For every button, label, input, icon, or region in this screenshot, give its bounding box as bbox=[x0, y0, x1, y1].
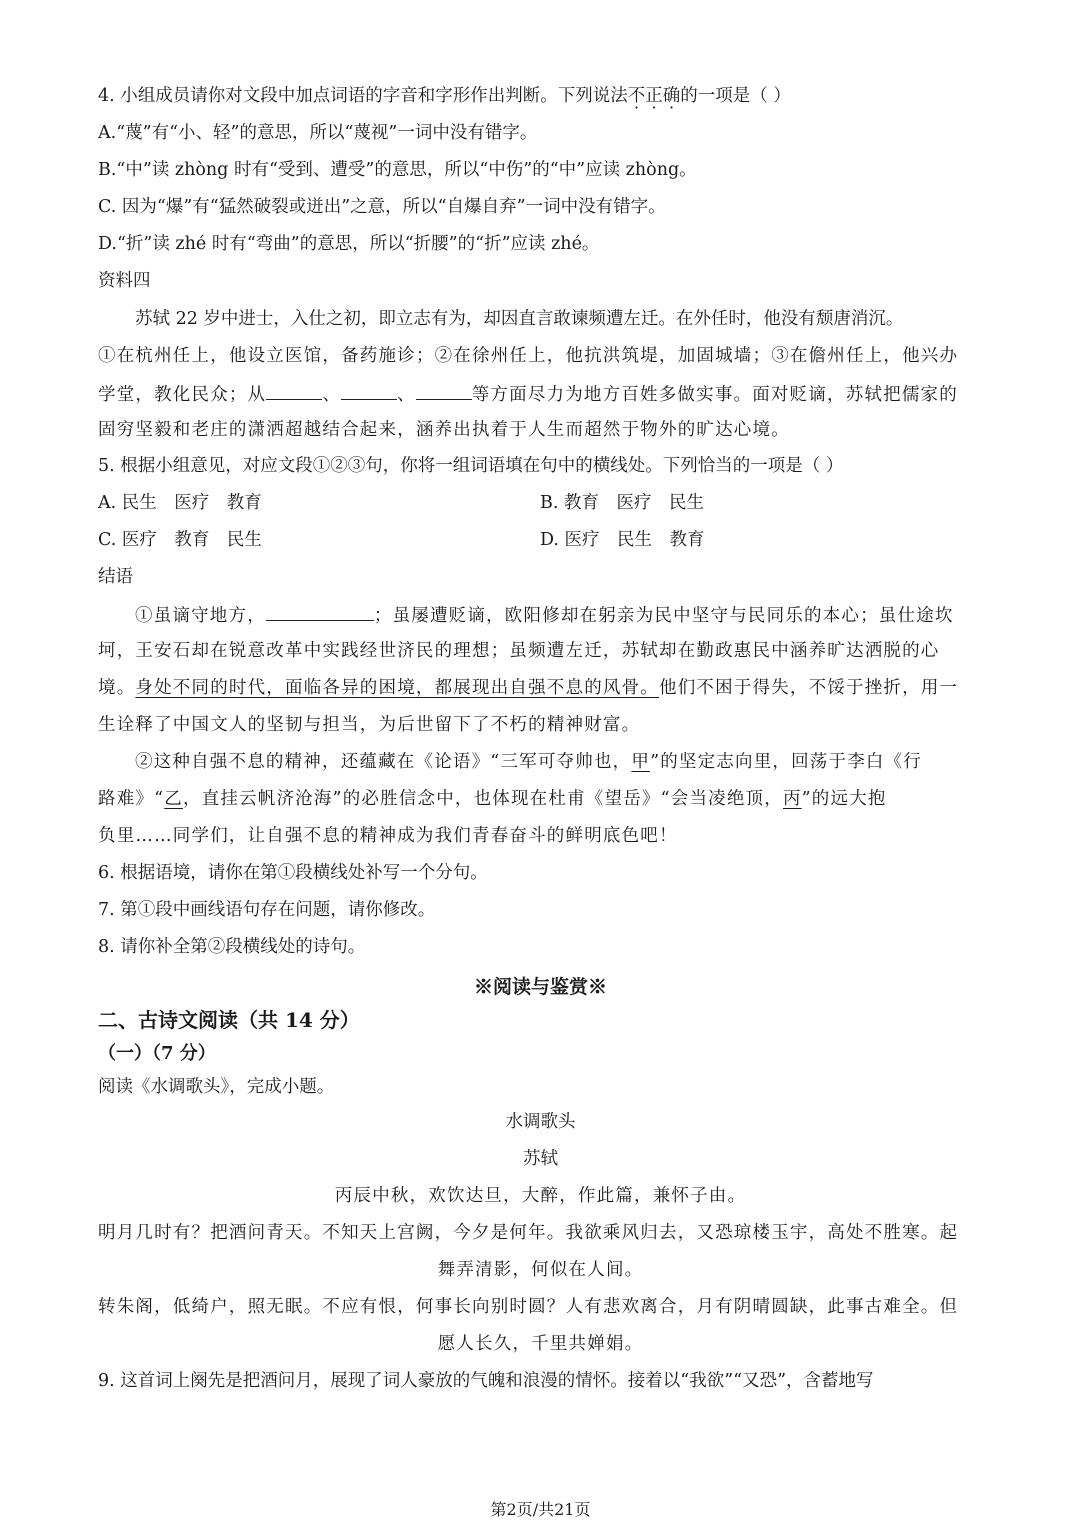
conclusion-p2-line1-end: ”的坚定志向里，回荡于李白《行 bbox=[650, 752, 923, 772]
conclusion-p2-line3: 负里……同学们，让自强不息的精神成为我们青春奋斗的鲜明底色吧！ bbox=[98, 826, 678, 846]
material4-line3 bbox=[98, 381, 983, 407]
conclusion-p1-line1 bbox=[135, 602, 983, 628]
q4-stem bbox=[98, 84, 983, 108]
q9: 9. 这首词上阕先是把酒问月，展现了词人豪放的气魄和浪漫的情怀。接着以“我欲”“又恐”，含蓄地写 bbox=[98, 1371, 874, 1391]
conclusion-p2-line2 bbox=[98, 787, 983, 811]
q4-option-a: A.“蔑”有“小、轻”的意思，所以“蔑视”一词中没有错字。 bbox=[98, 123, 538, 143]
conclusion-p1-rest: ；虽屡遭贬谪，欧阳修却在躬亲为民中坚守与民同乐的本心；虽仕途坎 bbox=[373, 606, 954, 626]
q5-option-a: A. 民生 医疗 教育 bbox=[98, 493, 262, 513]
q4-option-b: B.“中”读 zhòng 时有“受到、遭受”的意思，所以“中伤”的“中”应读 zhòng。 bbox=[98, 160, 697, 180]
page-number: 第2页/共21页 bbox=[490, 1500, 591, 1519]
fill-blank bbox=[416, 381, 472, 400]
part2-subheading: （一）（7 分） bbox=[98, 1043, 216, 1064]
underlined-sentence: 身处不同的时代，面临各异的困境，都展现出自强不息的风骨。 bbox=[135, 678, 660, 698]
poem-stanza1-line2: 舞弄清影，何似在人间。 bbox=[437, 1260, 644, 1280]
conclusion-p1-line4: 生诠释了中国文人的坚韧与担当，为后世留下了不朽的精神财富。 bbox=[98, 715, 641, 735]
material4-line2: ①在杭州任上，他设立医馆，备药施诊；②在徐州任上，他抗洪筑堤，加固城墙；③在儋州任上，他兴办 bbox=[98, 346, 959, 366]
conclusion-title: 结语 bbox=[98, 567, 133, 587]
q4-option-d: D.“折”读 zhé 时有“弯曲”的意思，所以“折腰”的“折”应读 zhé。 bbox=[98, 234, 600, 254]
poem-stanza2-line1: 转朱阁，低绮户，照无眠。不应有恨，何事长向别时圆？人有悲欢离合，月有阴晴圆缺，此事古难全。但 bbox=[98, 1297, 959, 1317]
poem-preface: 丙辰中秋，欢饮达旦，大醉，作此篇，兼怀子由。 bbox=[334, 1186, 747, 1206]
dotted-char: 不 bbox=[627, 86, 646, 106]
conclusion-p1-line3-start: 境。 bbox=[98, 678, 136, 698]
poem-author: 苏轼 bbox=[523, 1149, 558, 1169]
q5-option-b: B. 教育 医疗 民生 bbox=[540, 493, 704, 513]
conclusion-p1-line2: 坷，王安石却在锐意改革中实践经世济民的理想；虽频遭左迁，苏轼却在勤政惠民中涵养旷达洒脱的心 bbox=[98, 641, 940, 661]
conclusion-p2-line2-end: ”的远大抱 bbox=[801, 789, 887, 809]
q4-option-c: C. 因为“爆”有“猛然破裂或迸出”之意，所以“自爆自弃”一词中没有错字。 bbox=[98, 197, 666, 217]
conclusion-p1-line3-end: 他们不困于得失，不馁于挫折，用一 bbox=[659, 678, 959, 698]
q5-stem: 5. 根据小组意见，对应文段①②③句，你将一组词语填在句中的横线处。下列恰当的一项是（ ） bbox=[98, 456, 844, 476]
blank-bing: 丙 bbox=[782, 789, 802, 809]
material4-line3-start: 学堂，教化民众；从 bbox=[98, 385, 267, 405]
poem-stanza1-line1: 明月几时有？把酒问青天。不知天上宫阙，今夕是何年。我欲乘风归去，又恐琼楼玉宇，高处不胜寒。起 bbox=[98, 1223, 959, 1243]
material4-line3-end: 等方面尽力为地方百姓多做实事。面对贬谪，苏轼把儒家的 bbox=[471, 385, 958, 405]
poem-stanza2-line2: 愿人长久，千里共婵娟。 bbox=[437, 1334, 644, 1354]
part2-heading: 二、古诗文阅读（共 14 分） bbox=[98, 1008, 360, 1032]
conclusion-p1-start: ①虽谪守地方， bbox=[135, 606, 266, 626]
q5-option-c: C. 医疗 教育 民生 bbox=[98, 530, 262, 550]
q6: 6. 根据语境，请你在第①段横线处补写一个分句。 bbox=[98, 863, 488, 883]
blank-yi: 乙 bbox=[164, 789, 183, 809]
material4-line4: 固穷坚毅和老庄的潇洒超越结合起来，涵养出执着于人生而超然于物外的旷达心境。 bbox=[98, 420, 790, 440]
separator: 、 bbox=[397, 385, 416, 405]
part2-instruction: 阅读《水调歌头》，完成小题。 bbox=[98, 1077, 335, 1097]
q7: 7. 第①段中画线语句存在问题，请你修改。 bbox=[98, 900, 436, 920]
q5-option-d: D. 医疗 民生 教育 bbox=[540, 530, 705, 550]
conclusion-p2-line2-mid: ，直挂云帆济沧海”的必胜信念中，也体现在杜甫《望岳》“会当凌绝顶， bbox=[182, 789, 783, 809]
material4-title: 资料四 bbox=[98, 271, 151, 291]
blank-jia: 甲 bbox=[631, 752, 651, 772]
q8: 8. 请你补全第②段横线处的诗句。 bbox=[98, 937, 366, 957]
conclusion-p2-line2-start: 路难》“ bbox=[98, 789, 165, 809]
poem-title: 水调歌头 bbox=[505, 1112, 576, 1132]
material4-line1: 苏轼 22 岁中进士，入仕之初，即立志有为，却因直言敢谏频遭左迁。在外任时，他没有颓唐消沉。 bbox=[135, 309, 904, 329]
fill-blank bbox=[341, 381, 397, 400]
separator: 、 bbox=[322, 385, 342, 405]
dotted-char: 正 bbox=[645, 86, 663, 106]
q4-stem-text: 4. 小组成员请你对文段中加点词语的字音和字形作出判断。下列说法 bbox=[98, 86, 628, 106]
conclusion-p1-line3 bbox=[98, 676, 983, 700]
fill-blank bbox=[266, 602, 374, 621]
q4-stem-end: 的一项是（ ） bbox=[680, 86, 791, 106]
conclusion-p2-start: ②这种自强不息的精神，还蕴藏在《论语》“三军可夺帅也， bbox=[135, 752, 632, 772]
fill-blank bbox=[266, 381, 322, 400]
conclusion-p2-line1 bbox=[135, 750, 983, 774]
section-title: ※阅读与鉴赏※ bbox=[473, 976, 607, 998]
dotted-char: 确 bbox=[662, 86, 681, 106]
